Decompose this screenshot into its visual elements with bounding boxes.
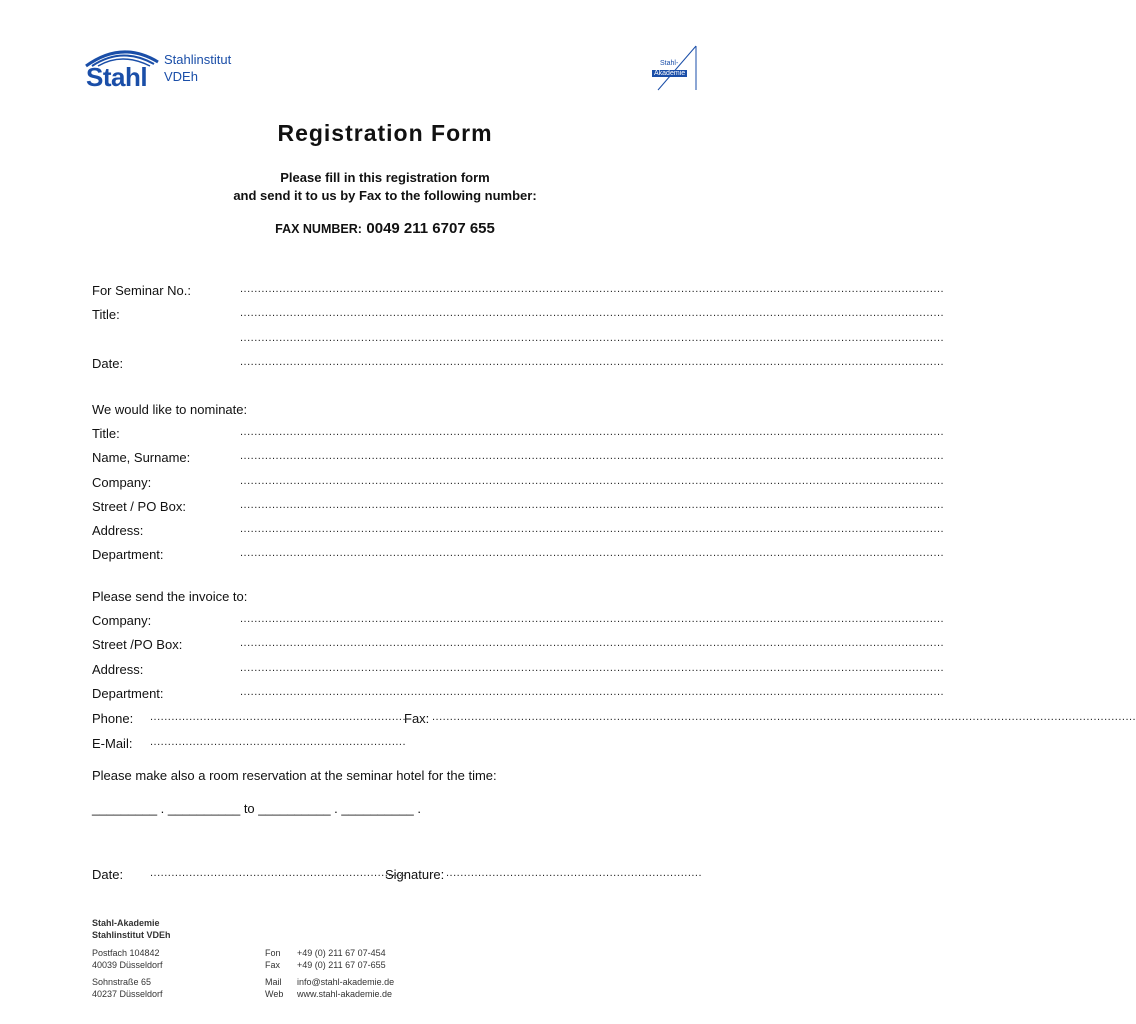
- invoice-street-label: Street /PO Box:: [92, 637, 183, 652]
- nominee-address-field[interactable]: ......................................................................................................................................................................................................: [240, 523, 945, 535]
- invoice-department-label: Department:: [92, 686, 164, 701]
- seminar-title-label: Title:: [92, 307, 120, 322]
- stahl-logo: [82, 44, 252, 92]
- footer-mail-link[interactable]: info@stahl-akademie.de: [297, 977, 395, 987]
- nominate-heading: We would like to nominate:: [92, 402, 248, 417]
- footer-fax-label: Fax: [265, 960, 281, 970]
- logo-institute: Stahlinstitut: [164, 52, 232, 67]
- seminar-date-field[interactable]: ......................................................................................................................................................................................................: [240, 356, 945, 368]
- footer-fax: +49 (0) 211 67 07-655: [297, 960, 386, 970]
- nominee-address-label: Address:: [92, 523, 144, 538]
- nominee-company-field[interactable]: ......................................................................................................................................................................................................: [240, 475, 945, 487]
- akademie-line1: Stahl-: [660, 60, 679, 67]
- invoice-address-label: Address:: [92, 662, 144, 677]
- nominee-street-label: Street / PO Box:: [92, 499, 186, 514]
- seminar-no-label: For Seminar No.:: [92, 283, 191, 298]
- seminar-no-field[interactable]: ......................................................................................................................................................................................................: [240, 283, 945, 295]
- signoff-date-label: Date:: [92, 867, 124, 882]
- fax-number-label: FAX NUMBER:: [275, 222, 362, 236]
- email-label: E-Mail:: [92, 736, 133, 751]
- footer-web-link[interactable]: www.stahl-akademie.de: [297, 989, 393, 999]
- seminar-date-label: Date:: [92, 356, 124, 371]
- phone-field[interactable]: ........................................................................: [150, 711, 407, 723]
- invoice-street-field[interactable]: ......................................................................................................................................................................................................: [240, 637, 945, 649]
- nominee-name-label: Name, Surname:: [92, 450, 191, 465]
- footer-org-1: Stahl-Akademie: [92, 918, 160, 928]
- footer-web-label: Web: [265, 989, 284, 999]
- footer-fon: +49 (0) 211 67 07-454: [297, 948, 386, 958]
- signature-field[interactable]: ........................................................................: [446, 867, 703, 879]
- phone-label: Phone:: [92, 711, 134, 726]
- seminar-title-field[interactable]: ......................................................................................................................................................................................................: [240, 307, 945, 319]
- footer-mail-label: Mail: [265, 977, 282, 987]
- nominee-department-field[interactable]: ......................................................................................................................................................................................................: [240, 547, 945, 559]
- fax-number-line: [0, 220, 770, 238]
- email-field[interactable]: ........................................................................: [150, 736, 407, 748]
- fax-label: Fax:: [404, 711, 430, 726]
- invoice-company-field[interactable]: ......................................................................................................................................................................................................: [240, 613, 945, 625]
- hotel-dates-field[interactable]: _________ . __________ to __________ . __________ .: [92, 801, 421, 816]
- nominee-name-field[interactable]: ......................................................................................................................................................................................................: [240, 450, 945, 462]
- footer-fon-label: Fon: [265, 948, 281, 958]
- signoff-date-field[interactable]: ........................................................................: [150, 867, 407, 879]
- signature-label: Signature:: [385, 867, 445, 882]
- invoice-address-field[interactable]: ......................................................................................................................................................................................................: [240, 662, 945, 674]
- footer-postcity: 40039 Düsseldorf: [92, 960, 163, 970]
- nominee-company-label: Company:: [92, 475, 152, 490]
- footer-streetcity: 40237 Düsseldorf: [92, 989, 163, 999]
- footer-org-2: Stahlinstitut VDEh: [92, 930, 171, 940]
- invoice-company-label: Company:: [92, 613, 152, 628]
- invoice-heading: Please send the invoice to:: [92, 589, 248, 604]
- seminar-title-field-2[interactable]: ......................................................................................................................................................................................................: [240, 332, 945, 344]
- hotel-heading: Please make also a room reservation at the seminar hotel for the time:: [92, 768, 497, 783]
- nominee-street-field[interactable]: ......................................................................................................................................................................................................: [240, 499, 945, 511]
- akademie-line2: Akademie: [654, 70, 686, 77]
- nominee-title-label: Title:: [92, 426, 120, 441]
- intro-line-1: Please fill in this registration form: [280, 170, 490, 185]
- form-title: Registration Form: [277, 120, 493, 146]
- nominee-title-field[interactable]: ......................................................................................................................................................................................................: [240, 426, 945, 438]
- akademie-mark-icon: [650, 44, 700, 92]
- logo-vdeh: VDEh: [164, 69, 198, 84]
- intro-line-2: and send it to us by Fax to the following number:: [233, 188, 537, 203]
- fax-field[interactable]: ......................................................................................................................................................................................................: [432, 711, 1136, 723]
- footer-postbox: Postfach 104842: [92, 948, 160, 958]
- fax-number-value: 0049 211 6707 655: [366, 220, 495, 237]
- footer-street: Sohnstraße 65: [92, 977, 152, 987]
- invoice-department-field[interactable]: ......................................................................................................................................................................................................: [240, 686, 945, 698]
- nominee-department-label: Department:: [92, 547, 164, 562]
- logo-wordmark: Stahl: [86, 62, 148, 92]
- akademie-logo: [650, 44, 700, 92]
